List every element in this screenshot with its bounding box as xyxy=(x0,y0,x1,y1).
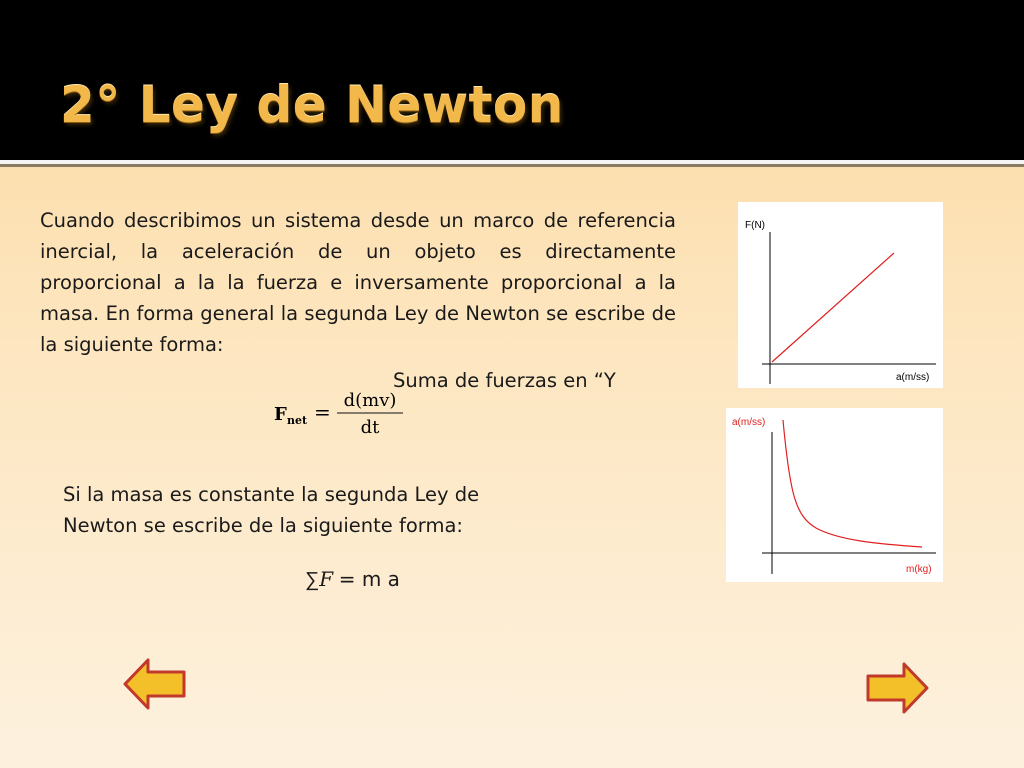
slide-title: 2° Ley de Newton xyxy=(60,76,564,134)
force-symbol: F xyxy=(319,567,334,591)
sum-of-forces-note: Suma de fuerzas en “Y xyxy=(393,369,616,392)
graph2-xlabel: m(kg) xyxy=(906,564,932,575)
formula-denominator: dt xyxy=(360,417,380,438)
intro-paragraph: Cuando describimos un sistema desde un marco de referencia inercial, la aceleración de un objeto es directamente proporcional a la la fuerza e inversamente proporcional a la masa. En forma general la segunda Ley de Newton se escribe de la siguiente forma: xyxy=(40,209,676,356)
previous-slide-button[interactable] xyxy=(122,657,188,711)
graph1-ylabel: F(N) xyxy=(745,220,765,231)
graph2-ylabel: a(m/ss) xyxy=(732,417,766,428)
newton-formula-momentum xyxy=(270,383,410,443)
force-vs-acceleration-graph xyxy=(738,202,943,388)
graph1-xlabel: a(m/ss) xyxy=(896,372,930,383)
header-divider-shadow xyxy=(0,164,1024,167)
formula-lhs: F xyxy=(274,404,287,425)
formula-lhs-sub: net xyxy=(287,414,308,427)
next-slide-button[interactable] xyxy=(864,661,930,715)
acceleration-vs-mass-graph xyxy=(726,408,943,582)
formula-equals: = xyxy=(314,400,331,424)
formula-numerator: d(mv) xyxy=(343,390,397,411)
newton-formula-sum xyxy=(305,567,400,592)
left-arrow-icon xyxy=(125,660,184,708)
constant-mass-paragraph: Si la masa es constante la segunda Ley de Newton se escribe de la siguiente forma: xyxy=(63,483,480,537)
formula-rhs: = m a xyxy=(338,567,400,591)
right-arrow-icon xyxy=(868,664,927,712)
sum-symbol: ∑ xyxy=(305,569,320,591)
